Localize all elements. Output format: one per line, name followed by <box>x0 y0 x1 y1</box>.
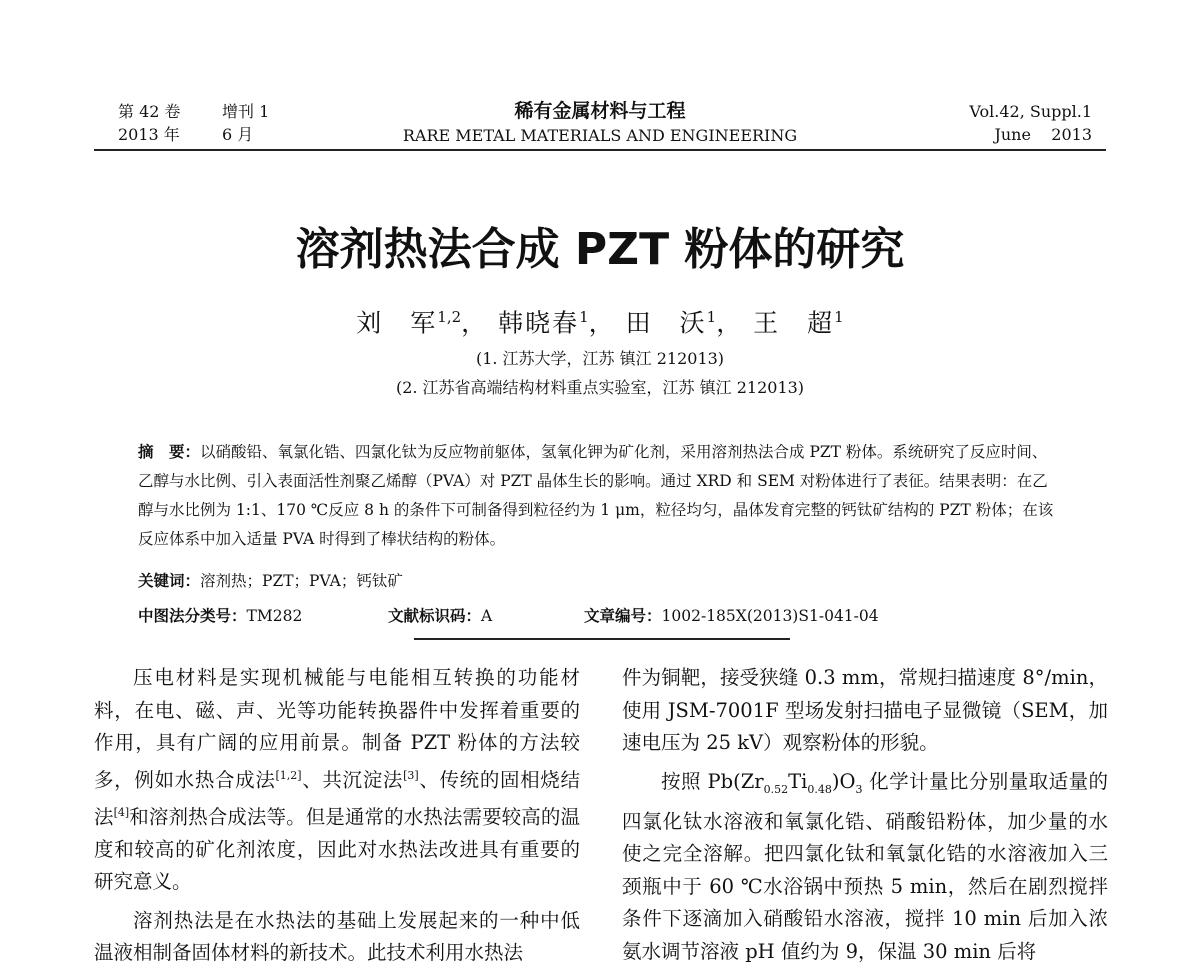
keywords-text: 溶剂热；PZT；PVA；钙钛矿 <box>200 572 403 590</box>
year-label: 2013 年 <box>118 125 180 144</box>
author-list: 刘 军$^{1,2}$， 韩晓春$^1$， 田 沃$^1$， 王 超$^1$ <box>356 308 844 338</box>
journal-title-cn: 稀有金属材料与工程 <box>514 100 686 122</box>
author-name: 田 沃 <box>625 308 707 338</box>
author-affiliation-mark: 1 <box>579 308 589 326</box>
doc-code-label: 文献标识码： <box>388 607 482 625</box>
body-paragraph: 件为铜靶，接受狭缝 0.3 mm，常规扫描速度 8°/min，使用 JSM-7001F 型场发射扫描电子显微镜（SEM，加速电压为 25 kV）观察粉体的形貌。 <box>622 666 1108 754</box>
abstract-rule <box>414 638 790 640</box>
keywords-label: 关键词： <box>138 572 201 590</box>
volume-en: Vol.42, Suppl.1 <box>969 102 1092 121</box>
affiliation: (2. 江苏省高端结构材料重点实验室，江苏 镇江 212013) <box>395 378 805 397</box>
abstract-label: 摘 要： <box>138 443 201 461</box>
abstract <box>138 438 1062 554</box>
author-name: 王 超 <box>753 308 835 338</box>
article-number-value: 1002-185X(2013)S1-041-04 <box>661 607 879 625</box>
month-label: 6 月 <box>222 125 254 144</box>
citation: [4] <box>113 805 130 819</box>
affiliation: (1. 江苏大学，江苏 镇江 212013) <box>475 349 725 368</box>
author-name: 韩晓春 <box>498 308 580 338</box>
paper-title: 溶剂热法合成 PZT 粉体的研究 <box>295 224 905 275</box>
doc-code-value: A <box>481 607 493 625</box>
volume-label: 第 42 卷 <box>118 102 181 121</box>
body-left-column <box>94 662 580 970</box>
author-name: 刘 军 <box>356 308 438 338</box>
keywords <box>138 567 1062 596</box>
date-en: June 2013 <box>994 125 1092 144</box>
body-paragraph: 压电材料是实现机械能与电能相互转换的功能材料，在电、磁、声、光等功能转换器件中发挥着重要的作用，具有广阔的应用前景。制备 PZT 粉体的方法较多，例如水热合成法[1,2]、共沉淀法[3]、传统的固相烧结法[4]和溶剂热合成法等。但是通常的水热法需要较高的温度和较高的矿化剂浓度，因此对水热法改进具有重要的研究意义。 <box>94 666 580 893</box>
journal-title-en: RARE METAL MATERIALS AND ENGINEERING <box>402 126 798 145</box>
citation: [3] <box>403 768 419 782</box>
clc-value: TM282 <box>246 607 303 625</box>
supplement-label: 增刊 1 <box>222 102 270 121</box>
citation: [1,2] <box>275 768 302 782</box>
abstract-text: 以硝酸铅、氧氯化锆、四氯化钛为反应物前躯体，氢氧化钾为矿化剂，采用溶剂热法合成 PZT 粉体。系统研究了反应时间、乙醇与水比例、引入表面活性剂聚乙烯醇（PVA）对 PZT 晶体生长的影响。通过 XRD 和 SEM 对粉体进行了表征。结果表明：在乙醇与水比例为 1:1、170 ℃反应 8 h 的条件下可制备得到粒径约为 1 μm，粒径均匀，晶体发育完整的钙钛矿结构的 PZT 粉体；在该反应体系中加入适量 PVA 时得到了棒状结构的粉体。 <box>138 443 1054 548</box>
author-affiliation-mark: 1,2 <box>437 308 462 326</box>
clc-label: 中图法分类号： <box>138 607 247 625</box>
author-affiliation-mark: 1 <box>706 308 717 326</box>
body-paragraph: 按照 $Pb(Zr_{0.52}Ti_{0.48})O_3$ 化学计量比分别量取适量的四氯化钛水溶液和氧氯化锆、硝酸铅粉体，加少量的水使之完全溶解。把四氯化钛和氧氯化锆的水溶液加入三颈瓶中于 60 ℃水浴锅中预热 5 min，然后在剧烈搅拌条件下逐滴加入硝酸铅水溶液，搅拌 10 min 后加入浓氨水调节溶液 pH 值约为 9，保温 30 min 后将 <box>622 769 1109 963</box>
body-paragraph: 溶剂热法是在水热法的基础上发展起来的一种中低温液相制备固体材料的新技术。此技术利用水热法 <box>94 908 580 964</box>
body-right-column <box>622 662 1108 968</box>
author-affiliation-mark: 1 <box>834 308 844 326</box>
header-rule <box>94 149 1106 151</box>
article-number-label: 文章编号： <box>584 607 662 625</box>
